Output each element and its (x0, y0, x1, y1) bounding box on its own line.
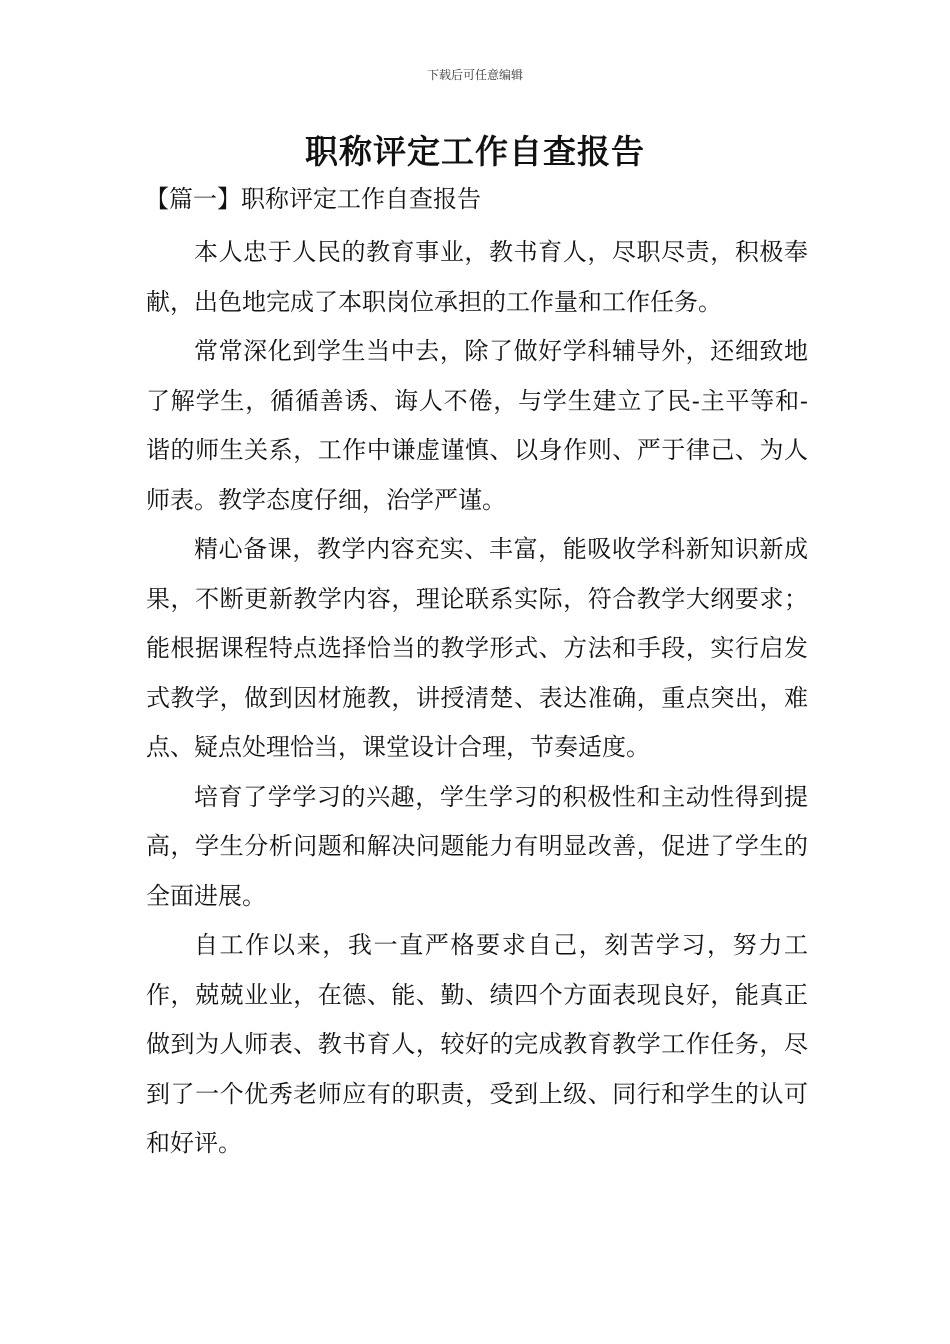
paragraph-3: 精心备课，教学内容充实、丰富，能吸收学科新知识新成果，不断更新教学内容，理论联系实际，符合教学大纲要求；能根据课程特点选择恰当的教学形式、方法和手段，实行启发式教学，做到因材施教，讲授清楚、表达准确，重点突出，难点、疑点处理恰当，课堂设计合理，节奏适度。 (146, 535, 808, 761)
header-note: 下载后可任意编辑 (426, 68, 523, 82)
paragraph-5: 自工作以来，我一直严格要求自己，刻苦学习，努力工作，兢兢业业，在德、能、勤、绩四个方面表现良好，能真正做到为人师表、教书育人，较好的完成教育教学工作任务，尽到了一个优秀老师应有的职责，受到上级、同行和学生的认可和好评。 (146, 931, 808, 1157)
paragraph-1: 本人忠于人民的教育事业，教书育人，尽职尽责，积极奉献，出色地完成了本职岗位承担的工作量和工作任务。 (146, 238, 808, 316)
document-body (146, 228, 808, 1169)
paragraph-4: 培育了学学习的兴趣，学生学习的积极性和主动性得到提高，学生分析问题和解决问题能力有明显改善，促进了学生的全面进展。 (146, 782, 808, 910)
document-title: 职称评定工作自查报告 (305, 132, 645, 171)
paragraph-2: 常常深化到学生当中去，除了做好学科辅导外，还细致地了解学生，循循善诱、诲人不倦，与学生建立了民-主平等和-谐的师生关系，工作中谦虚谨慎、以身作则、严于律己、为人师表。教学态度仔细，治学严谨。 (146, 337, 808, 514)
section-heading: 【篇一】职称评定工作自查报告 (145, 185, 481, 213)
